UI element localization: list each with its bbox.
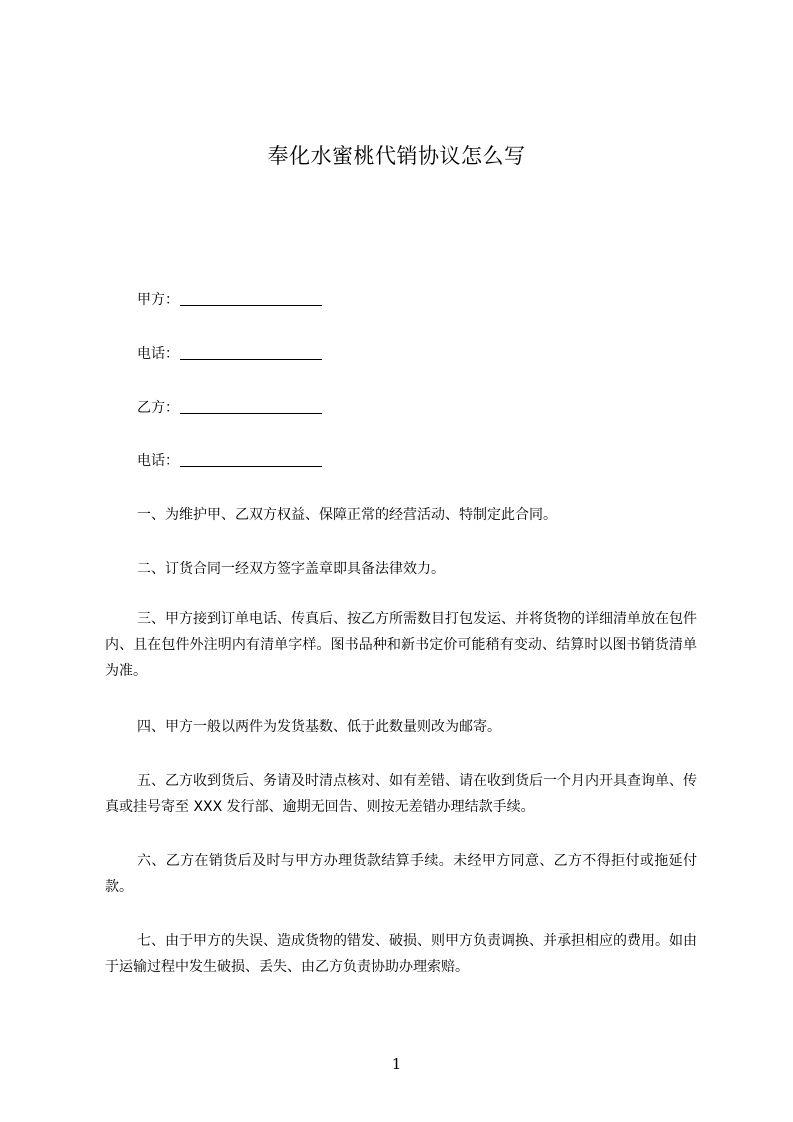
- clause-2: 二、订货合同一经双方签字盖章即具备法律效力。: [137, 561, 445, 577]
- clause-6: 六、乙方在销货后及时与甲方办理货款结算手续。未经甲方同意、乙方不得拒付或拖延付款。: [105, 853, 697, 895]
- party-b-phone-label: 电话：: [137, 453, 179, 469]
- clause-7: 七、由于甲方的失误、造成货物的错发、破损、则甲方负责调换、并承担相应的费用。如由于运输过程中发生破损、丢失、由乙方负责协助办理索赔。: [105, 933, 697, 975]
- clause-1: 一、为维护甲、乙双方权益、保障正常的经营活动、特制定此合同。: [137, 507, 557, 523]
- party-a-phone-field: [137, 343, 322, 365]
- party-b-field: [137, 397, 322, 419]
- clause-3: 三、甲方接到订单电话、传真后、按乙方所需数目打包发运、并将货物的详细清单放在包件内、且在包件外注明内有清单字样。图书品种和新书定价可能稍有变动、结算时以图书销货清单为准。: [105, 611, 697, 679]
- party-a-phone-blank-line: [180, 343, 322, 360]
- party-a-blank-line: [180, 289, 322, 306]
- party-a-label: 甲方：: [137, 292, 179, 308]
- party-b-phone-field: [137, 450, 322, 472]
- party-a-phone-label: 电话：: [137, 346, 179, 362]
- party-a-field: [137, 289, 322, 311]
- page-number: 1: [391, 1055, 402, 1073]
- party-b-blank-line: [180, 397, 322, 414]
- party-b-label: 乙方：: [137, 400, 179, 416]
- party-b-phone-blank-line: [180, 450, 322, 467]
- clause-5: 五、乙方收到货后、务请及时清点核对、如有差错、请在收到货后一个月内开具查询单、传真或挂号寄至 XXX 发行部、逾期无回告、则按无差错办理结款手续。: [105, 773, 697, 815]
- clause-4: 四、甲方一般以两件为发货基数、低于此数量则改为邮寄。: [137, 719, 501, 735]
- document-title: 奉化水蜜桃代销协议怎么写: [267, 144, 526, 168]
